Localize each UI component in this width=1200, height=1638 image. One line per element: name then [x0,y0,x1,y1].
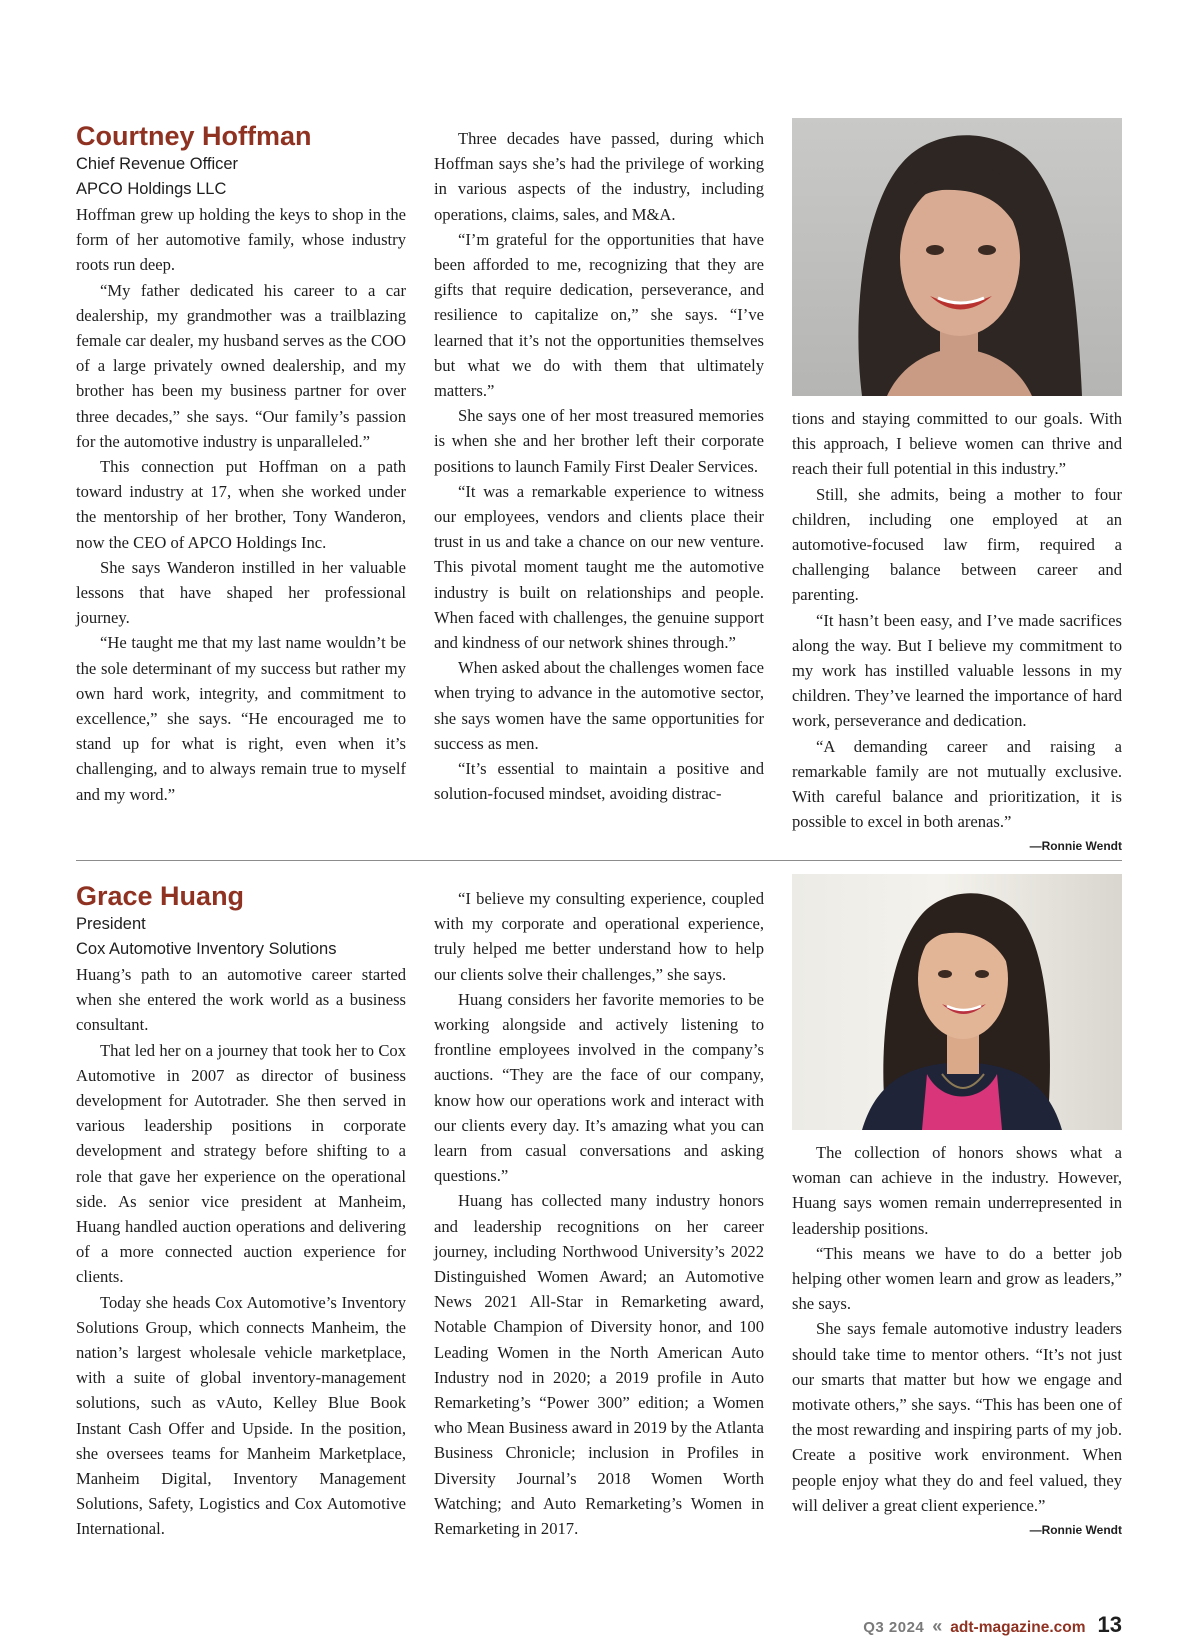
column-3 [792,118,1122,856]
body-paragraph: tions and staying committed to our goals. With this approach, I believe women can thrive and reach their full potential in this industry.” [792,409,1122,479]
body-paragraph: Huang’s path to an automotive career started when she entered the work world as a business consultant. [76,965,406,1035]
column-2 [434,886,764,1541]
profile-name: Grace Huang [76,881,245,911]
footer-separator: « [932,1616,943,1636]
portrait-photo [792,118,1122,396]
profile-company: Cox Automotive Inventory Solutions [76,940,337,958]
website-link[interactable]: adt-magazine.com [950,1619,1086,1636]
body-paragraph: Today she heads Cox Automotive’s Inventory Solutions Group, which connects Manheim, the nation’s largest wholesale vehicle marketplace, with a suite of global inventory-management solutions, such as vAuto, Kelley Blue Book Instant Cash Offer and Upside. In the position, she oversees teams for Manheim Marketplace, Manheim Digital, Inventory Management Solutions, Safety, Logistics and Cox Automotive International. [76,1292,406,1539]
body-paragraph: This connection put Hoffman on a path toward industry at 17, when she worked under the mentorship of her brother, Tony Wanderon, now the CEO of APCO Holdings Inc. [76,457,406,552]
body-paragraph: Huang considers her favorite memories to be working alongside and actively listening to frontline employees involved in the company’s auctions. “They are the face of our company, know how our operations work and interact with our clients every day. It’s amazing what you can learn from casual conversations and asking questions.” [434,989,764,1186]
profile-title: President [76,915,146,933]
body-paragraph: “My father dedicated his career to a car dealership, my grandmother was a trailblazing female car dealer, my husband serves as the COO of a large privately owned dealership, and my brother has been my business partner for over three decades,” she says. “Our family’s passion for the automotive industry is unparalleled.” [76,280,406,451]
body-paragraph: She says female automotive industry leaders should take time to mentor others. “It’s not just our smarts that matter but how we engage and motivate others,” she says. “This has been one of the most rewarding and inspiring parts of my job. Create a positive work environment. When people enjoy what they do and feel valued, they will deliver a great client experience.” [792,1319,1122,1515]
byline: —Ronnie Wendt [1029,1523,1122,1538]
column-3 [792,874,1122,1540]
body-paragraph: “A demanding career and raising a remarkable family are not mutually exclusive. With careful balance and prioritization, it is possible to excel in both arenas.” [792,736,1122,832]
body-paragraph: Still, she admits, being a mother to four children, including one employed at an automotive-focused law firm, required a challenging balance between career and parenting. [792,484,1122,605]
body-paragraph: “It’s essential to maintain a positive and solution-focused mindset, avoiding distrac- [434,759,764,804]
body-paragraph: “It hasn’t been easy, and I’ve made sacrifices along the way. But I believe my commitment to my work has instilled valuable lessons in my children. They’ve learned the importance of hard work, perseverance and dedication. [792,610,1122,731]
section-divider [76,860,1122,861]
page-footer [863,1612,1122,1638]
body-paragraph: The collection of honors shows what a woman can achieve in the industry. However, Huang says women remain underrepresented in leadership positions. [792,1143,1122,1238]
portrait-illustration [792,118,1122,396]
profile-company: APCO Holdings LLC [76,180,227,198]
portrait-illustration [792,874,1122,1130]
body-paragraph: She says one of her most treasured memories is when she and her brother left their corporate positions to launch Family First Dealer Services. [434,406,764,476]
body-paragraph: “He taught me that my last name wouldn’t be the sole determinant of my success but rather my own hard work, integrity, and commitment to excellence,” she says. “He encouraged me to stand up for what is right, even when it’s challenging, and to always remain true to myself and my word.” [76,633,406,804]
page-number: 13 [1097,1612,1122,1637]
body-paragraph: “I’m grateful for the opportunities that have been afforded to me, recognizing that they are gifts that require dedication, perseverance, and resilience to capitalize on,” she says. “I’ve learned that it’s not the opportunities themselves but what we do with them that ultimately matters.” [434,229,764,401]
byline: —Ronnie Wendt [1029,839,1122,854]
body-paragraph: Huang has collected many industry honors and leadership recognitions on her career journey, including Northwood University’s 2022 Distinguished Women Award; an Automotive News 2021 All-Star in Remarketing award, Notable Champion of Diversity honor, and 100 Leading Women in the North American Auto Industry nod in 2020; a 2019 profile in Auto Remarketing’s “Power 300” edition; a Women who Mean Business award in 2019 by the Atlanta Business Chronicle; inclusion in Profiles in Diversity Journal’s 2018 Women Worth Watching; and Auto Remarketing’s Women in Remarketing in 2017. [434,1191,764,1539]
portrait-photo [792,874,1122,1130]
profile-grace-huang [76,880,1122,1555]
profile-title: Chief Revenue Officer [76,155,239,173]
column-1 [76,880,406,1542]
profile-name: Courtney Hoffman [76,121,312,151]
body-paragraph: “It was a remarkable experience to witness our employees, vendors and clients place their trust in us and take a chance on our new venture. This pivotal moment taught me the automotive industry is built on relationships and people. When faced with challenges, the genuine support and kindness of our network shines through.” [434,481,764,653]
column-1 [76,120,406,807]
body-paragraph: “I believe my consulting experience, coupled with my corporate and operational experience, truly helped me better understand how to help our clients solve their challenges,” she says. [434,889,764,984]
body-paragraph: “This means we have to do a better job helping other women learn and grow as leaders,” she says. [792,1243,1122,1314]
body-paragraph: When asked about the challenges women face when trying to advance in the automotive sector, she says women have the same opportunities for success as men. [434,658,764,753]
profile-courtney-hoffman [76,120,1122,854]
column-2 [434,126,764,806]
body-paragraph: She says Wanderon instilled in her valuable lessons that have shaped her professional journey. [76,557,406,628]
body-paragraph: Hoffman grew up holding the keys to shop in the form of her automotive family, whose industry roots run deep. [76,205,406,275]
issue-label: Q3 2024 [863,1619,925,1636]
body-paragraph: Three decades have passed, during which Hoffman says she’s had the privilege of working in various aspects of the industry, including operations, claims, sales, and M&A. [434,129,764,224]
body-paragraph: That led her on a journey that took her to Cox Automotive in 2007 as director of business development for Autotrader. She then served in various leadership positions in corporate development and strategy before shifting to a role that gave her experience on the operational side. As senior vice president at Manheim, Huang handled auction operations and delivering of a more connected auction experience for clients. [76,1040,406,1287]
